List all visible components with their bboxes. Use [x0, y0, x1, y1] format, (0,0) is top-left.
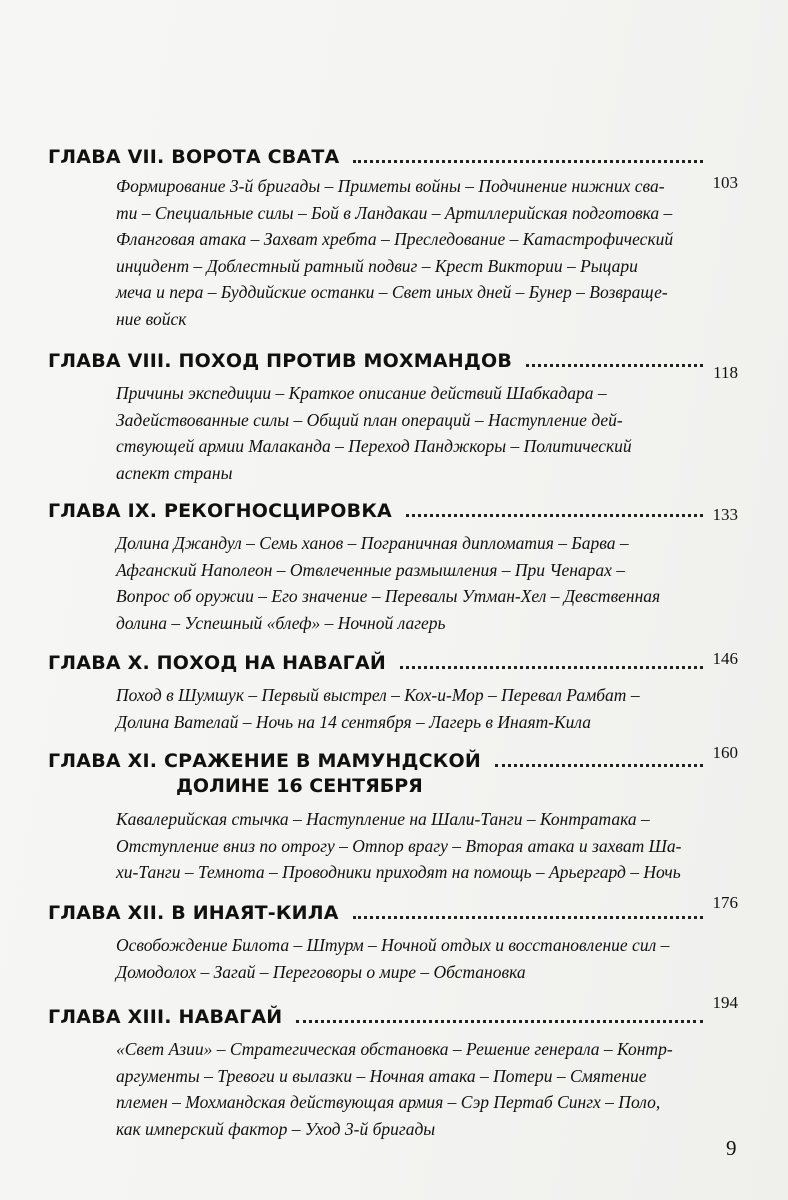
- description-line: Отступление вниз по отрогу – Отпор врагу – Вторая атака и захват Ша-: [116, 835, 682, 856]
- description-line: Поход в Шумшук – Первый выстрел – Кох-и-Мор – Перевал Рамбат –: [116, 685, 640, 705]
- entry-header: [48, 350, 738, 382]
- toc-entry-chapter-8: [48, 350, 738, 486]
- description-line: ствующей армии Малаканда – Переход Панджкоры – Политический: [116, 436, 632, 456]
- toc-entry-chapter-10: [48, 649, 738, 735]
- toc-entry-chapter-11: [48, 743, 738, 886]
- page-folio-number: 9: [726, 1136, 737, 1160]
- dot-leader: [495, 764, 703, 767]
- description-line: Задействованные силы – Общий план операций – Наступление дей-: [116, 409, 623, 430]
- description-line: долина – Успешный «блеф» – Ночной лагерь: [116, 612, 446, 633]
- entry-header: [48, 500, 738, 522]
- chapter-description: [116, 682, 738, 735]
- description-line: инцидент – Доблестный ратный подвиг – Крест Виктории – Рыцари: [116, 255, 638, 276]
- description-line: Афганский Наполеон – Отвлеченные размышления – При Ченарах –: [116, 559, 626, 580]
- chapter-description: [116, 806, 738, 886]
- chapter-description: [116, 1036, 738, 1142]
- page-number: 160: [712, 743, 738, 762]
- page-number: 194: [712, 993, 738, 1012]
- toc-entry-chapter-12: [48, 893, 738, 985]
- page-number: 133: [712, 505, 738, 524]
- description-line: Фланговая атака – Захват хребта – Преследование – Катастрофический: [116, 229, 674, 249]
- dot-leader: [526, 364, 703, 367]
- dot-leader: [406, 514, 703, 517]
- chapter-description: [116, 932, 738, 985]
- dot-leader: [353, 160, 702, 163]
- description-line: Кавалерийская стычка – Наступление на Шали-Танги – Контратака –: [116, 809, 650, 829]
- description-line: аргументы – Тревоги и вылазки – Ночная атака – Потери – Смятение: [116, 1065, 647, 1086]
- chapter-title: ГЛАВА IX. РЕКОГНОСЦИРОВКА: [48, 500, 392, 522]
- chapter-description: [116, 173, 738, 332]
- chapter-description: [116, 380, 738, 486]
- dot-leader: [400, 666, 703, 669]
- page-number: 176: [712, 893, 738, 912]
- chapter-title: ГЛАВА X. ПОХОД НА НАВАГАЙ: [48, 652, 386, 674]
- description-line: племен – Мохмандская действующая армия – Сэр Пертаб Сингх – Поло,: [116, 1092, 661, 1112]
- toc-entry-chapter-7: [48, 146, 738, 332]
- chapter-title: ГЛАВА XII. В ИНАЯТ-КИЛА: [48, 902, 339, 924]
- chapter-title: ГЛАВА VIII. ПОХОД ПРОТИВ МОХМАНДОВ: [48, 350, 513, 372]
- entry-header: [48, 743, 738, 772]
- chapter-title-continued: ДОЛИНЕ 16 СЕНТЯБРЯ: [176, 775, 423, 797]
- description-line: Причины экспедиции – Краткое описание действий Шабкадара –: [116, 383, 607, 403]
- description-line: «Свет Азии» – Стратегическая обстановка – Решение генерала – Контр-: [116, 1039, 673, 1059]
- entry-header: [48, 649, 738, 674]
- description-line: ти – Специальные силы – Бой в Ландакаи – Артиллерийская подготовка –: [116, 202, 673, 223]
- description-line: ние войск: [116, 308, 187, 329]
- description-line: хи-Танги – Темнота – Проводники приходят на помощь – Арьергард – Ночь: [116, 862, 681, 882]
- entry-header: [48, 993, 738, 1028]
- entry-header: [48, 893, 738, 924]
- toc-entry-chapter-9: [48, 500, 738, 636]
- page-number: 103: [712, 173, 738, 192]
- description-line: Вопрос об оружии – Его значение – Перевалы Утман-Хел – Девственная: [116, 586, 661, 606]
- page-number: 146: [712, 649, 738, 668]
- chapter-description: [116, 530, 738, 636]
- description-line: аспект страны: [116, 462, 233, 483]
- description-line: меча и пера – Буддийские останки – Свет иных дней – Бунер – Возвраще-: [116, 282, 668, 302]
- description-line: Освобождение Билота – Штурм – Ночной отдых и восстановление сил –: [116, 935, 670, 955]
- description-line: Долина Вателай – Ночь на 14 сентября – Лагерь в Инаят-Кила: [116, 711, 592, 732]
- description-line: Формирование 3-й бригады – Приметы войны – Подчинение нижних сва-: [116, 176, 665, 196]
- dot-leader: [353, 916, 703, 919]
- chapter-title: ГЛАВА XI. СРАЖЕНИЕ В МАМУНДСКОЙ: [48, 750, 481, 772]
- page-number: 118: [713, 363, 738, 382]
- description-line: как имперский фактор – Уход 3-й бригады: [116, 1118, 436, 1139]
- toc-entry-chapter-13: [48, 993, 738, 1142]
- description-line: Домодолох – Загай – Переговоры о мире – Обстановка: [116, 961, 526, 982]
- description-line: Долина Джандул – Семь ханов – Пограничная дипломатия – Барва –: [116, 533, 629, 553]
- chapter-title: ГЛАВА XIII. НАВАГАЙ: [48, 1006, 283, 1028]
- chapter-title: ГЛАВА VII. ВОРОТА СВАТА: [48, 146, 340, 168]
- dot-leader: [296, 1020, 702, 1023]
